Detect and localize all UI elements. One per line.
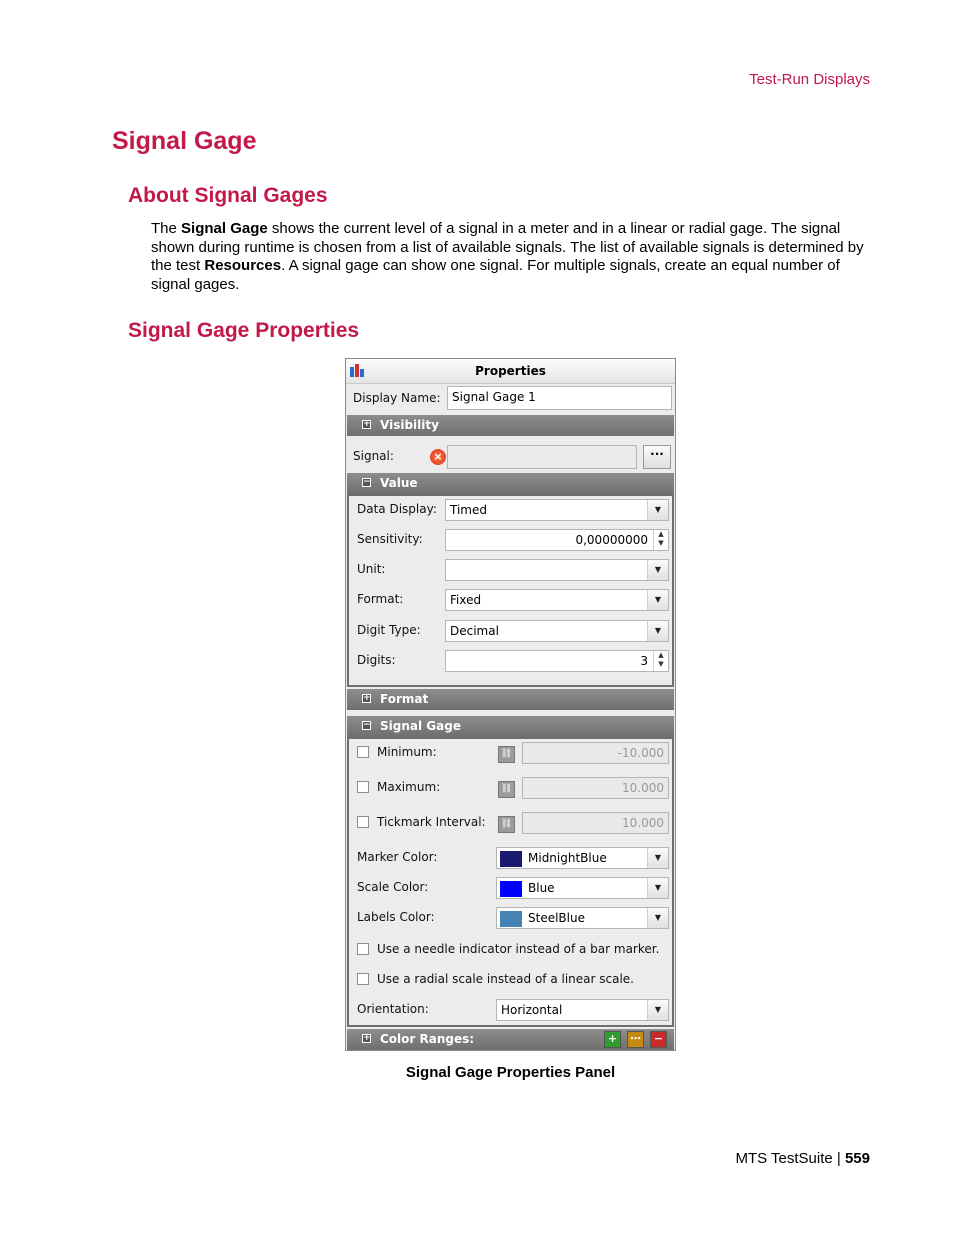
digits-stepper[interactable]: 3 ▲ ▼ <box>445 650 669 672</box>
chevron-down-icon[interactable]: ▼ <box>647 621 668 641</box>
value-section[interactable]: − Value <box>347 473 674 494</box>
collapse-icon: − <box>363 477 371 487</box>
chevron-down-icon[interactable]: ▼ <box>647 500 668 520</box>
unit-label: Unit: <box>357 562 386 576</box>
maximum-checkbox[interactable] <box>357 781 369 793</box>
page-footer: MTS TestSuite | 559 <box>735 1150 870 1167</box>
link-icon[interactable]: ⛓ <box>498 816 515 833</box>
chevron-down-icon[interactable]: ▼ <box>647 848 668 868</box>
scale-color-select[interactable]: Blue ▼ <box>496 877 669 899</box>
add-range-button[interactable]: + <box>604 1031 621 1048</box>
spin-arrows-icon[interactable]: ▲ ▼ <box>653 651 668 671</box>
properties-heading: Signal Gage Properties <box>128 319 360 342</box>
display-name-input[interactable]: Signal Gage 1 <box>447 386 672 410</box>
chevron-down-icon[interactable]: ▼ <box>647 1000 668 1020</box>
signal-browse-button[interactable]: ··· <box>643 445 671 469</box>
display-name-label: Display Name: <box>353 391 441 405</box>
labels-color-label: Labels Color: <box>357 910 435 924</box>
radial-checkbox[interactable] <box>357 973 369 985</box>
digits-label: Digits: <box>357 653 396 667</box>
orientation-label: Orientation: <box>357 1002 429 1016</box>
expand-icon: + <box>363 419 371 429</box>
labels-color-select[interactable]: SteelBlue ▼ <box>496 907 669 929</box>
needle-checkbox[interactable] <box>357 943 369 955</box>
unit-select[interactable] <box>445 559 669 581</box>
format-label: Format: <box>357 592 404 606</box>
remove-range-button[interactable]: − <box>650 1031 667 1048</box>
link-icon[interactable]: ⛓ <box>498 746 515 763</box>
radial-label: Use a radial scale instead of a linear scale. <box>377 972 634 986</box>
minimum-input[interactable]: -10.000 <box>522 742 669 764</box>
expand-icon: + <box>363 1033 371 1043</box>
maximum-label: Maximum: <box>377 780 441 794</box>
sensitivity-stepper[interactable]: 0,00000000 ▲ ▼ <box>445 529 669 551</box>
marker-color-label: Marker Color: <box>357 850 438 864</box>
panel-title: Properties <box>475 364 546 378</box>
panel-titlebar <box>346 359 675 384</box>
marker-color-select[interactable]: MidnightBlue ▼ <box>496 847 669 869</box>
digit-type-label: Digit Type: <box>357 623 421 637</box>
edit-range-button[interactable]: ⋯ <box>627 1031 644 1048</box>
about-paragraph: The Signal Gage shows the current level of a signal in a meter and in a linear or radial gage. The signal shown during runtime is chosen from a list of available signals. The list of available signals is determined by the test Resources. A signal gage can show one signal. For multiple signals, create an equal number of signal gages. <box>151 220 864 294</box>
format-section[interactable]: + Format <box>347 689 674 710</box>
signal-gage-section[interactable]: − Signal Gage <box>347 716 674 737</box>
chevron-down-icon[interactable]: ▼ <box>647 878 668 898</box>
collapse-icon: − <box>363 720 371 730</box>
scale-color-label: Scale Color: <box>357 880 429 894</box>
digit-type-select[interactable]: Decimal ▼ <box>445 620 669 642</box>
color-swatch <box>500 881 522 897</box>
orientation-select[interactable]: Horizontal ▼ <box>496 999 669 1021</box>
maximum-input[interactable]: 10.000 <box>522 777 669 799</box>
signal-label: Signal: <box>353 449 394 463</box>
tickmark-checkbox[interactable] <box>357 816 369 828</box>
minimum-checkbox[interactable] <box>357 746 369 758</box>
signal-input[interactable] <box>447 445 637 469</box>
link-icon[interactable]: ⛓ <box>498 781 515 798</box>
data-display-label: Data Display: <box>357 502 437 516</box>
color-ranges-section[interactable]: + Color Ranges: + ⋯ − <box>347 1029 674 1050</box>
page-title: Signal Gage <box>112 127 257 155</box>
format-select[interactable]: Fixed ▼ <box>445 589 669 611</box>
expand-icon: + <box>363 693 371 703</box>
about-heading: About Signal Gages <box>128 184 328 207</box>
spin-arrows-icon[interactable]: ▲ ▼ <box>653 530 668 550</box>
visibility-section[interactable]: + Visibility <box>347 415 674 436</box>
minimum-label: Minimum: <box>377 745 437 759</box>
running-header: Test-Run Displays <box>749 71 870 88</box>
tickmark-input[interactable]: 10.000 <box>522 812 669 834</box>
color-swatch <box>500 911 522 927</box>
chevron-down-icon[interactable]: ▼ <box>647 590 668 610</box>
error-icon: × <box>430 449 446 465</box>
figure-caption: Signal Gage Properties Panel <box>405 1064 616 1081</box>
sensitivity-label: Sensitivity: <box>357 532 423 546</box>
chevron-down-icon[interactable]: ▼ <box>647 908 668 928</box>
properties-panel <box>345 358 676 1051</box>
data-display-select[interactable]: Timed ▼ <box>445 499 669 521</box>
chevron-down-icon[interactable]: ▼ <box>647 560 668 580</box>
tickmark-label: Tickmark Interval: <box>377 815 486 829</box>
color-swatch <box>500 851 522 867</box>
needle-label: Use a needle indicator instead of a bar marker. <box>377 942 660 956</box>
